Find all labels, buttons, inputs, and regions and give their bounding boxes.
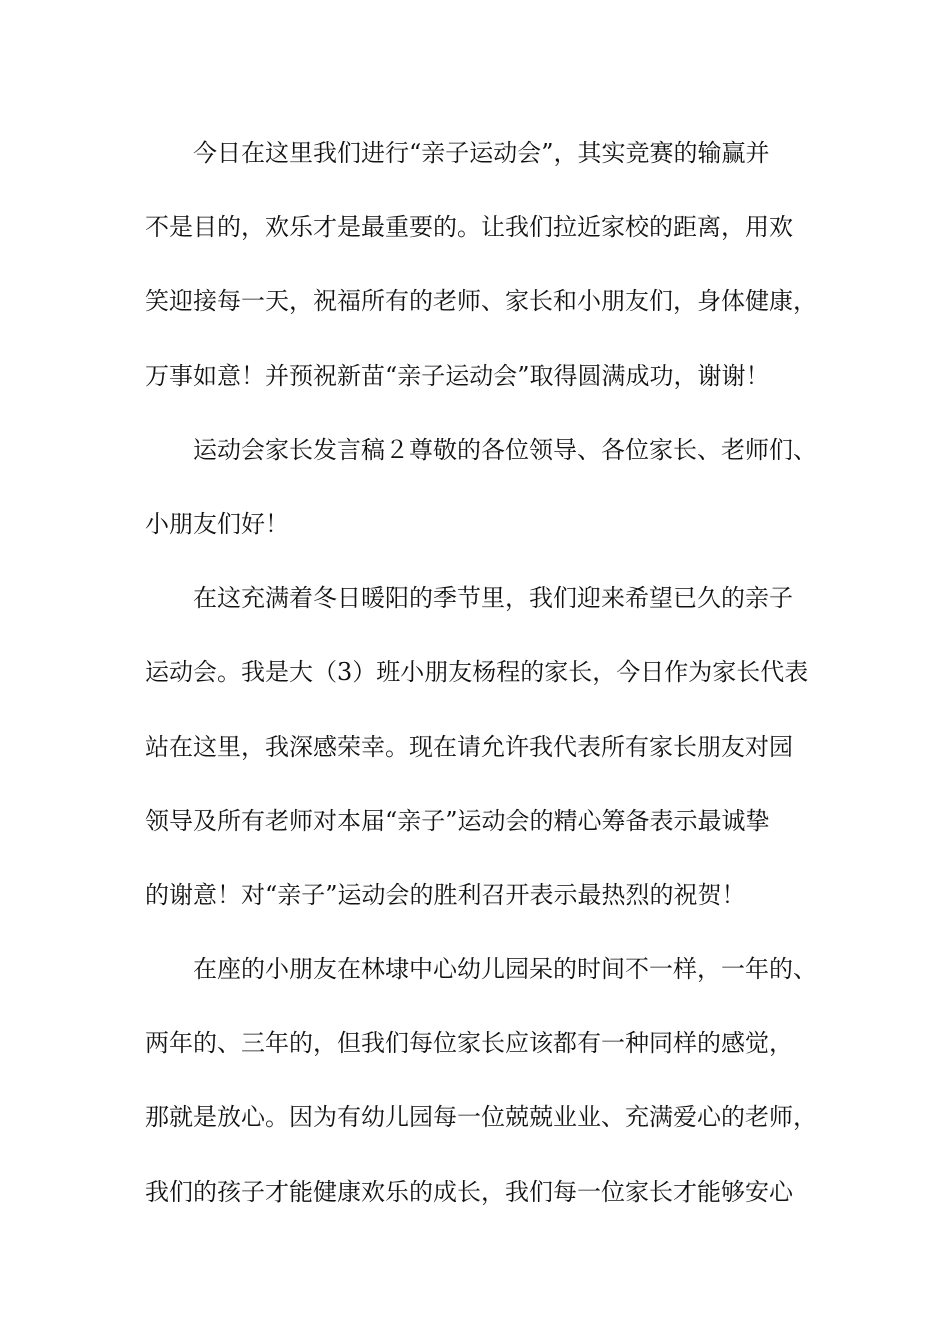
text-line: 万事如意！并预祝新苗“亲子运动会”取得圆满成功，谢谢！ bbox=[145, 361, 770, 390]
text-line: 我们的孩子才能健康欢乐的成长，我们每一位家长才能够安心 bbox=[145, 1177, 793, 1206]
document-body bbox=[145, 128, 835, 1241]
text-line: 运动会。我是大（3）班小朋友杨程的家长，今日作为家长代表 bbox=[145, 658, 809, 687]
text-line: 小朋友们好！ bbox=[145, 509, 289, 538]
text-line: 领导及所有老师对本届“亲子”运动会的精心筹备表示最诚挚 bbox=[145, 806, 770, 835]
paragraph-first-line: 今日在这里我们进行“亲子运动会”，其实竞赛的输赢并 bbox=[193, 139, 770, 167]
text-line: 笑迎接每一天，祝福所有的老师、家长和小朋友们，身体健康， bbox=[145, 287, 817, 316]
text-line: 的谢意！对“亲子”运动会的胜利召开表示最热烈的祝贺！ bbox=[145, 880, 746, 909]
text-line: 两年的、三年的，但我们每位家长应该都有一种同样的感觉， bbox=[145, 1029, 793, 1058]
text-line: 那就是放心。因为有幼儿园每一位兢兢业业、充满爱心的老师， bbox=[145, 1103, 817, 1132]
text-line: 站在这里，我深感荣幸。现在请允许我代表所有家长朋友对园 bbox=[145, 732, 793, 761]
paragraph-first-line: 在座的小朋友在林埭中心幼儿园呆的时间不一样，一年的、 bbox=[193, 955, 817, 984]
paragraph-first-line: 运动会家长发言稿２尊敬的各位领导、各位家长、老师们、 bbox=[193, 435, 817, 464]
text-line: 不是目的，欢乐才是最重要的。让我们拉近家校的距离，用欢 bbox=[145, 213, 793, 242]
paragraph-first-line: 在这充满着冬日暖阳的季节里，我们迎来希望已久的亲子 bbox=[193, 584, 793, 613]
